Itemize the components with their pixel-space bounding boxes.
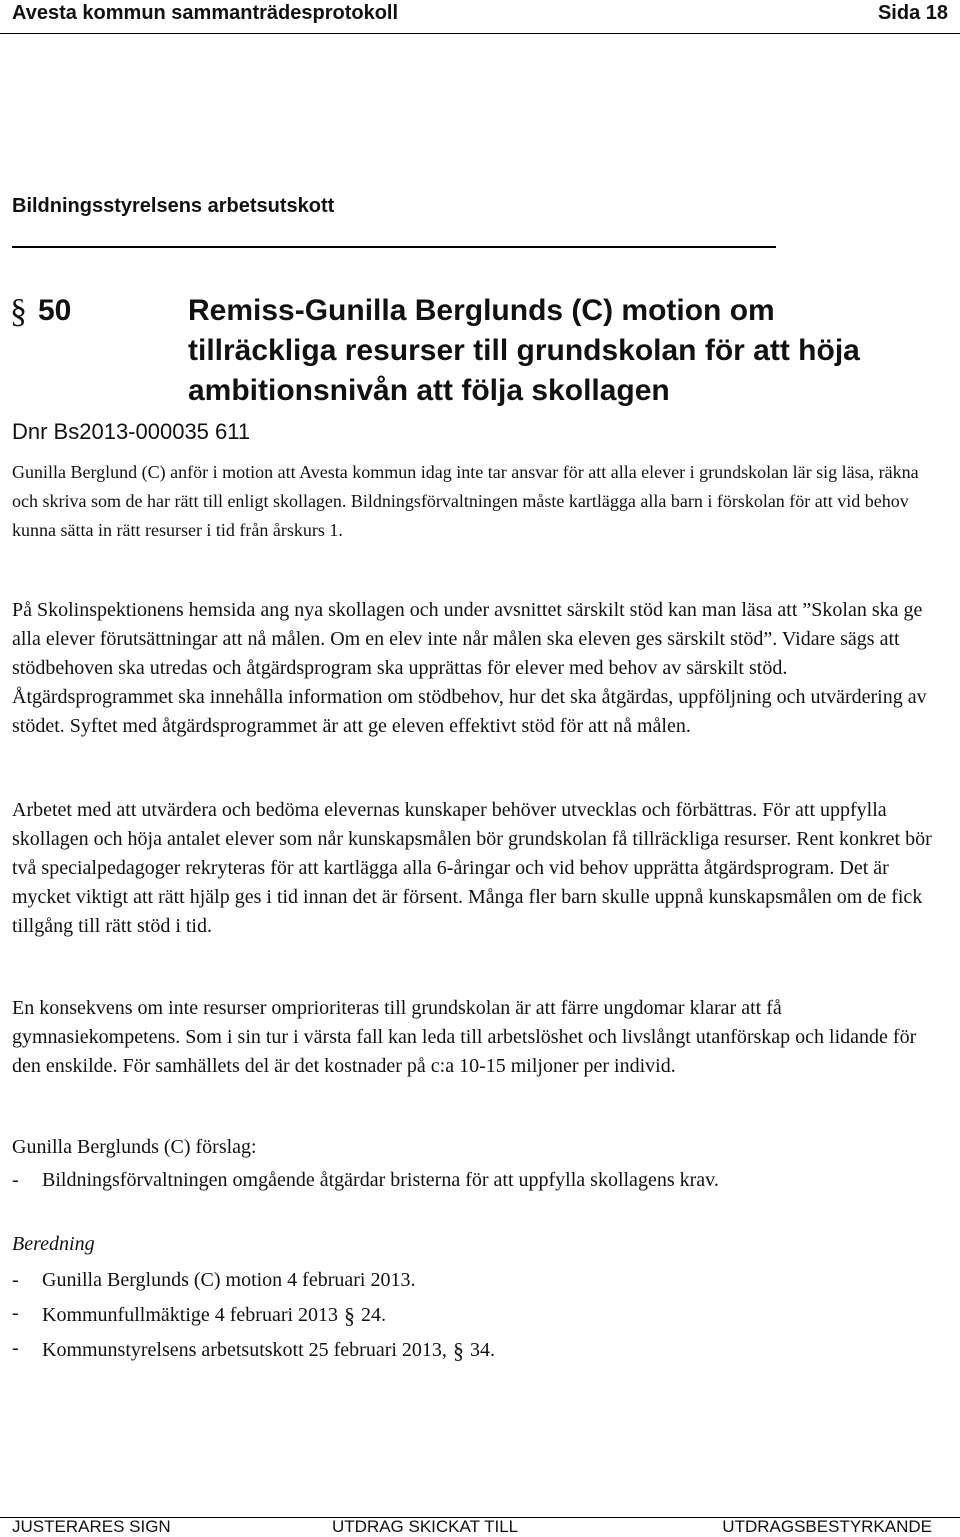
- paragraph-text: På Skolinspektionens hemsida ang nya skollagen och under avsnittet särskilt stöd kan man läsa att ”Skolan ska ge alla elever förutsättningar att nå målen. Om en elev inte når målen ska eleven ges särskilt stöd”. Vidare sägs att stödbehoven ska utredas och åtgärdsprogram ska upprättas för elever med behov av särskilt stöd. Åtgärdsprogrammet ska innehålla information om stödbehov, hur det ska åtgärdas, uppföljning och utvärdering av stödet. Syftet med åtgärdsprogrammet är att ge eleven effektivt stöd för att nå målen.: [12, 599, 927, 737]
- list-item: [12, 1334, 947, 1365]
- list-item-text: Kommunstyrelsens arbetsutskott 25 februari 2013,: [42, 1339, 447, 1361]
- item-title: Remiss-Gunilla Berglunds (C) motion om tillräckliga resurser till grundskolan för att höja ambitionsnivån att följa skollagen: [188, 294, 860, 407]
- section-sign: §: [344, 1303, 356, 1328]
- body-paragraph: [12, 458, 947, 545]
- preparation-heading: Beredning: [12, 1233, 95, 1255]
- list-item: [12, 1266, 947, 1295]
- list-item: [12, 1299, 947, 1330]
- body-paragraph: [12, 596, 947, 741]
- item-number: 50: [38, 294, 72, 327]
- footer-certification-label: UTDRAGSBESTYRKANDE: [722, 1517, 932, 1536]
- document-header-title: Avesta kommun sammanträdesprotokoll: [12, 2, 399, 24]
- committee-name: Bildningsstyrelsens arbetsutskott: [12, 195, 335, 217]
- list-dash: -: [12, 1337, 19, 1359]
- paragraph-text: En konsekvens om inte resurser omprioriteras till grundskolan är att färre ungdomar klarar att få gymnasiekompetens. Som i sin tur i värsta fall kan leda till arbetslöshet och livslångt utanförskap och lidande för den enskilde. För samhällets del är det kostnader på c:a 10-15 miljoner per individ.: [12, 997, 917, 1077]
- list-item: [12, 1166, 947, 1195]
- list-item-text: Kommunfullmäktige 4 februari 2013: [42, 1304, 339, 1326]
- list-dash: -: [12, 1269, 19, 1291]
- footer-sent-label: UTDRAG SKICKAT TILL: [332, 1517, 519, 1536]
- body-paragraph: [12, 994, 947, 1081]
- section-sign: §: [452, 1338, 464, 1363]
- body-paragraph: [12, 796, 947, 941]
- list-item-ref: 24.: [361, 1304, 387, 1326]
- paragraph-text: Gunilla Berglund (C) anför i motion att Avesta kommun idag inte tar ansvar för att alla elever i grundskolan lär sig läsa, räkna och skriva som de har rätt till enligt skollagen. Bildningsförvaltningen måste kartlägga alla barn i förskolan för att vid behov kunna sätta in rätt resurser i tid från årskurs 1.: [12, 462, 919, 540]
- diary-number: Dnr Bs2013-000035 611: [12, 419, 251, 444]
- list-item-text: Gunilla Berglunds (C) motion 4 februari 2013.: [42, 1269, 416, 1291]
- list-item-text: Bildningsförvaltningen omgående åtgärdar bristerna för att uppfylla skollagens krav.: [42, 1169, 719, 1191]
- footer-signature-label: JUSTERARES SIGN: [12, 1517, 171, 1536]
- committee-underline: [12, 246, 776, 248]
- list-dash: -: [12, 1302, 19, 1324]
- page-number: Sida 18: [877, 2, 948, 24]
- paragraph-text: Arbetet med att utvärdera och bedöma elevernas kunskaper behöver utvecklas och förbättras. För att uppfylla skollagen och höja antalet elever som når kunskapsmålen bör grundskolan få tillräckliga resurser. Rent konkret bör två specialpedagoger rekryteras för att kartlägga alla 6-åringar och vid behov upprätta åtgärdsprogram. Det är mycket viktigt att rätt hjälp ges i tid innan det är försent. Många fler barn skulle uppnå kunskapsmålen om de fick tillgång till rätt stöd i tid.: [12, 799, 932, 937]
- section-sign: §: [10, 293, 27, 330]
- proposal-heading: Gunilla Berglunds (C) förslag:: [12, 1136, 257, 1158]
- header-divider: [0, 33, 960, 34]
- list-item-ref: 34.: [469, 1339, 495, 1361]
- proposal-list: [12, 1166, 947, 1195]
- list-dash: -: [12, 1169, 19, 1191]
- preparation-list: [12, 1266, 947, 1365]
